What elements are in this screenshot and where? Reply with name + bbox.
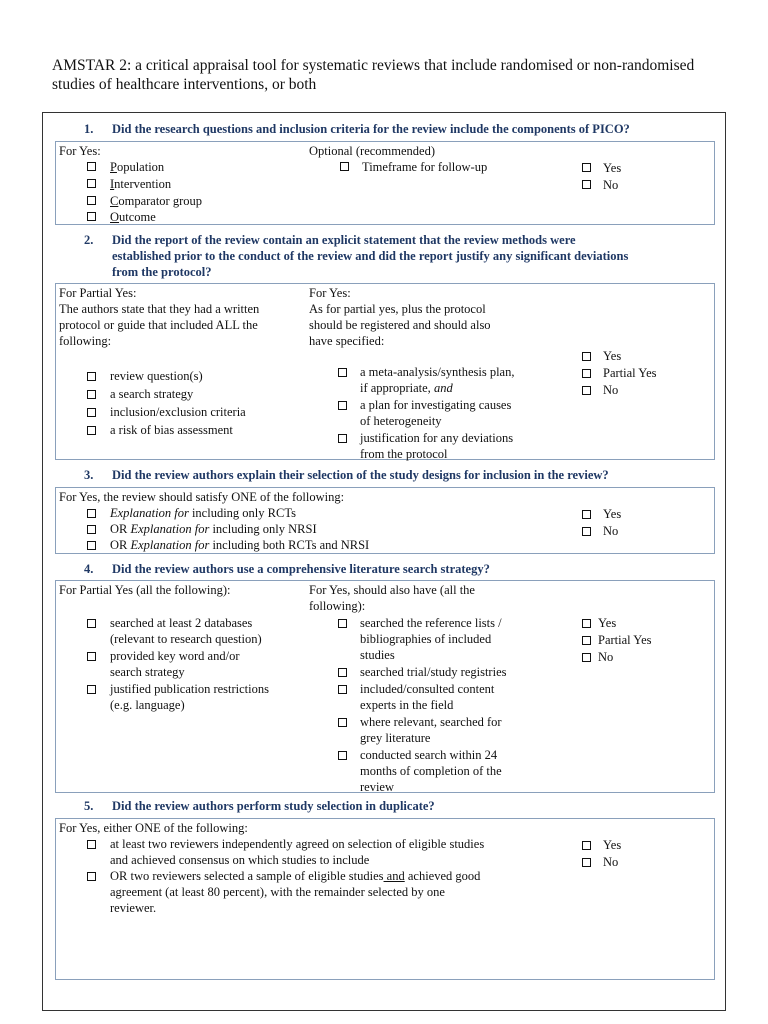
question-3-text: Did the review authors explain their selection of the study designs for inclusion in the review? [112,468,609,482]
q5-independent-agreement-label: at least two reviewers independently agreed on selection of eligible studies [110,837,485,851]
q2-inclusion-exclusion-checkbox[interactable] [87,408,96,417]
q4-databases-checkbox[interactable] [87,619,96,628]
q4-reference-lists-label-cont: studies [360,648,395,662]
q4-no-label: No [598,650,614,664]
q1-outcome-label: Outcome [110,210,156,224]
q2-meta-analysis-label: a meta-analysis/synthesis plan, [360,365,515,379]
q4-experts-label: included/consulted content [360,682,495,696]
q1-population-label: Population [110,160,165,174]
question-1-text: Did the research questions and inclusion criteria for the review include the components of PICO? [112,122,630,136]
q1-comparator-label: Comparator group [110,194,202,208]
q4-keywords-checkbox[interactable] [87,652,96,661]
q2-yes-desc-line: should be registered and should also [309,318,491,332]
question-1-heading: 1. Did the research questions and inclusion criteria for the review include the components of PICO? [84,121,704,137]
q2-heterogeneity-label: a plan for investigating causes [360,398,512,412]
question-5-text: Did the review authors perform study selection in duplicate? [112,799,435,813]
q3-yes-checkbox[interactable] [582,510,591,519]
q2-meta-analysis-checkbox[interactable] [338,368,347,377]
question-1-box [55,141,715,225]
q4-yes-label-heading-cont: following): [309,599,366,613]
q3-intro: For Yes, the review should satisfy ONE of the following: [59,490,345,504]
q2-yes-desc-line: have specified: [309,334,385,348]
q2-review-question-checkbox[interactable] [87,372,96,381]
q5-yes-label: Yes [603,838,622,852]
q5-sample-selection-label-cont: reviewer. [110,901,157,915]
q1-yes-checkbox[interactable] [582,163,591,172]
q2-search-strategy-checkbox[interactable] [87,390,96,399]
question-4-heading: 4. Did the review authors use a comprehensive literature search strategy? [84,561,704,577]
q2-inclusion-exclusion-label: inclusion/exclusion criteria [110,405,246,419]
q4-no-checkbox[interactable] [582,653,591,662]
q2-partial-desc-line: following: [59,334,112,348]
q1-population-checkbox[interactable] [87,162,96,171]
question-2-text-line-1: Did the report of the review contain an explicit statement that the review methods were [112,233,576,247]
q4-within-24-months-checkbox[interactable] [338,751,347,760]
q1-timeframe-checkbox[interactable] [340,162,349,171]
q1-for-yes-label: For Yes: [59,144,101,158]
q4-experts-label-cont: experts in the field [360,698,454,712]
question-4-text: Did the review authors use a comprehensive literature search strategy? [112,562,490,576]
question-3-heading: 3. Did the review authors explain their selection of the study designs for inclusion in the review? [84,467,704,483]
q1-intervention-checkbox[interactable] [87,179,96,188]
q4-registries-checkbox[interactable] [338,668,347,677]
q3-both-checkbox[interactable] [87,541,96,550]
question-2-text-line-3: from the protocol? [112,265,212,279]
q4-registries-label: searched trial/study registries [360,665,507,679]
q2-heterogeneity-checkbox[interactable] [338,401,347,410]
q4-grey-literature-label: where relevant, searched for [360,715,502,729]
q5-sample-selection-label-cont: agreement (at least 80 percent), with the remainder selected by one [110,885,445,899]
q4-keywords-label: provided key word and/or [110,649,240,663]
q2-yes-desc-line: As for partial yes, plus the protocol [309,302,486,316]
question-2-heading: 2. Did the report of the review contain an explicit statement that the review methods were established prior to the conduct of the review and did the report justify any significant deviations from the protocol? [84,232,714,280]
q4-within-24-months-label: conducted search within 24 [360,748,498,762]
q5-independent-agreement-checkbox[interactable] [87,840,96,849]
q2-partial-yes-label: Partial Yes [603,366,657,380]
q1-no-label: No [603,178,619,192]
q2-partial-desc-line: The authors state that they had a written [59,302,260,316]
q1-optional-label: Optional (recommended) [309,144,435,158]
q4-partial-yes-checkbox[interactable] [582,636,591,645]
q2-risk-of-bias-label: a risk of bias assessment [110,423,233,437]
q2-yes-label: Yes [603,349,622,363]
question-2-text-line-2: established prior to the conduct of the review and did the report justify any significant deviations [112,249,629,263]
q2-deviations-checkbox[interactable] [338,434,347,443]
q2-no-checkbox[interactable] [582,386,591,395]
q2-partial-yes-checkbox[interactable] [582,369,591,378]
q2-meta-analysis-label-cont: if appropriate, and [360,381,453,395]
q2-yes-label-heading: For Yes: [309,286,351,300]
q3-yes-label: Yes [603,507,622,521]
q4-databases-label: searched at least 2 databases [110,616,253,630]
q4-reference-lists-label-cont: bibliographies of included [360,632,492,646]
q4-experts-checkbox[interactable] [338,685,347,694]
q4-within-24-months-label-cont: months of completion of the [360,764,502,778]
q2-no-label: No [603,383,619,397]
q3-no-label: No [603,524,619,538]
q2-heterogeneity-label-cont: of heterogeneity [360,414,442,428]
q3-rcts-only-label: Explanation for including only RCTs [110,506,296,520]
q4-grey-literature-checkbox[interactable] [338,718,347,727]
q4-partial-yes-label: Partial Yes [598,633,652,647]
q2-deviations-label-cont: from the protocol [360,447,448,461]
q5-sample-selection-checkbox[interactable] [87,872,96,881]
q2-partial-label: For Partial Yes: [59,286,137,300]
q5-independent-agreement-label-cont: and achieved consensus on which studies to include [110,853,370,867]
question-4-box [55,580,715,793]
q1-outcome-checkbox[interactable] [87,212,96,221]
q2-search-strategy-label: a search strategy [110,387,194,401]
question-5-box [55,818,715,980]
q4-yes-label-heading: For Yes, should also have (all the [309,583,475,597]
q1-no-checkbox[interactable] [582,180,591,189]
q4-restrictions-label-cont: (e.g. language) [110,698,185,712]
question-2-box [55,283,715,460]
q1-intervention-label: Intervention [110,177,172,191]
q3-nrsi-only-checkbox[interactable] [87,525,96,534]
q5-no-label: No [603,855,619,869]
question-5-heading: 5. Did the review authors perform study selection in duplicate? [84,798,704,814]
q3-nrsi-only-label: OR Explanation for including only NRSI [110,522,317,536]
q2-partial-desc-line: protocol or guide that included ALL the [59,318,258,332]
q3-no-checkbox[interactable] [582,527,591,536]
q4-reference-lists-label: searched the reference lists / [360,616,502,630]
question-3-box [55,487,715,554]
q2-risk-of-bias-checkbox[interactable] [87,426,96,435]
q4-yes-checkbox[interactable] [582,619,591,628]
q4-yes-label: Yes [598,616,617,630]
q2-review-question-label: review question(s) [110,369,203,383]
q1-timeframe-label: Timeframe for follow-up [362,160,488,174]
q5-intro: For Yes, either ONE of the following: [59,821,248,835]
q1-yes-label: Yes [603,161,622,175]
q4-restrictions-checkbox[interactable] [87,685,96,694]
q4-within-24-months-label-cont: review [360,780,395,794]
q3-rcts-only-checkbox[interactable] [87,509,96,518]
q1-comparator-checkbox[interactable] [87,196,96,205]
q5-sample-selection-label: OR two reviewers selected a sample of eligible studies and achieved good [110,869,481,883]
q4-partial-label: For Partial Yes (all the following): [59,583,231,597]
q5-yes-checkbox[interactable] [582,841,591,850]
q4-databases-label-cont: (relevant to research question) [110,632,262,646]
q2-deviations-label: justification for any deviations [360,431,514,445]
q2-yes-checkbox[interactable] [582,352,591,361]
q4-reference-lists-checkbox[interactable] [338,619,347,628]
page-title: AMSTAR 2: a critical appraisal tool for systematic reviews that include randomised or non-randomised studies of healthcare interventions, or both [52,57,695,93]
q4-grey-literature-label-cont: grey literature [360,731,431,745]
q3-both-label: OR Explanation for including both RCTs and NRSI [110,538,370,552]
q5-no-checkbox[interactable] [582,858,591,867]
q4-restrictions-label: justified publication restrictions [110,682,269,696]
q4-keywords-label-cont: search strategy [110,665,185,679]
